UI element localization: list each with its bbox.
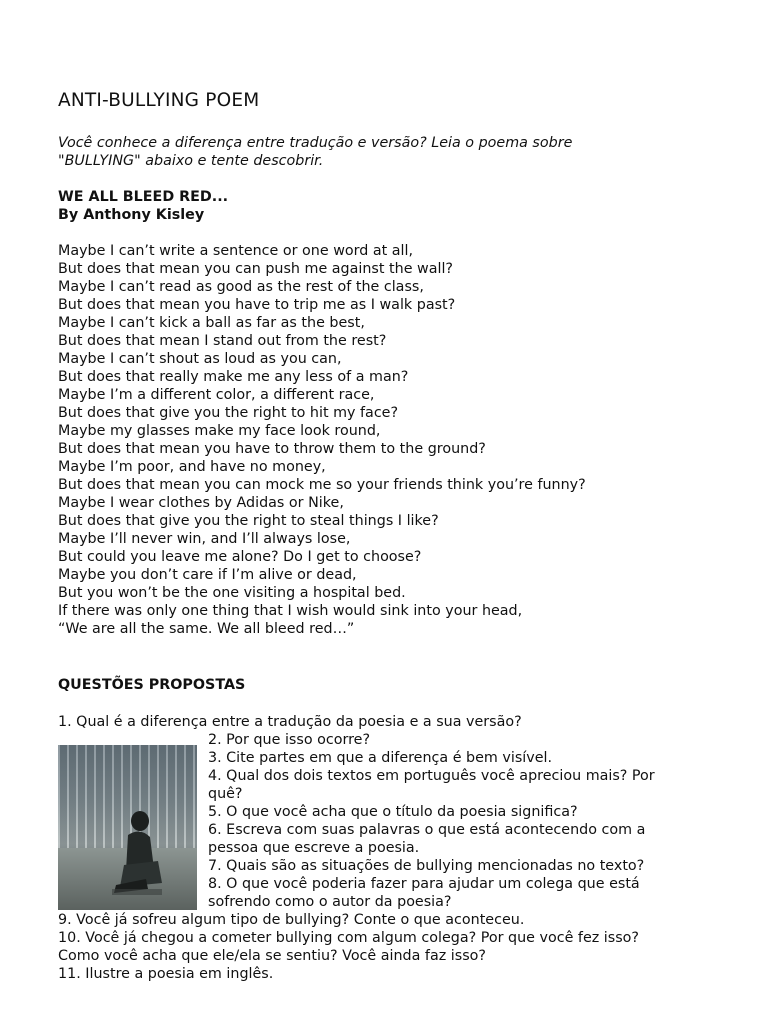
poem-heading — [58, 188, 228, 224]
poem-line: Maybe I’m poor, and have no money, — [58, 459, 326, 475]
poem-line: Maybe I can’t read as good as the rest of the class, — [58, 279, 424, 295]
question-line: 9. Você já sofreu algum tipo de bullying? Conte o que aconteceu. — [58, 912, 525, 928]
poem-line: Maybe I can’t shout as loud as you can, — [58, 351, 342, 367]
poem-line: But does that really make me any less of a man? — [58, 369, 409, 385]
poem-line: But does that mean you have to throw them to the ground? — [58, 441, 486, 457]
question-line: pessoa que escreve a poesia. — [208, 840, 420, 856]
question-line: 6. Escreva com suas palavras o que está acontecendo com a — [208, 822, 646, 838]
poem-line: Maybe I can’t write a sentence or one word at all, — [58, 243, 414, 259]
poem-line: Maybe my glasses make my face look round, — [58, 423, 381, 439]
poem-line: Maybe I can’t kick a ball as far as the best, — [58, 315, 365, 331]
question-line: 8. O que você poderia fazer para ajudar um colega que está — [208, 876, 640, 892]
poem-line: But does that give you the right to hit my face? — [58, 405, 399, 421]
page-title: ANTI-BULLYING POEM — [58, 90, 260, 111]
poem-line: But does that mean you can push me against the wall? — [58, 261, 454, 277]
poem-line: But does that give you the right to steal things I like? — [58, 513, 439, 529]
poem-line: But does that mean you have to trip me as I walk past? — [58, 297, 456, 313]
questions-title: QUESTÕES PROPOSTAS — [58, 677, 246, 693]
poem-line: But could you leave me alone? Do I get to choose? — [58, 549, 422, 565]
question-line: Como você acha que ele/ela se sentiu? Você ainda faz isso? — [58, 948, 486, 964]
question-line: 11. Ilustre a poesia em inglês. — [58, 966, 274, 982]
question-line: 7. Quais são as situações de bullying mencionadas no texto? — [208, 858, 645, 874]
poem-line: “We are all the same. We all bleed red…” — [58, 621, 355, 637]
poem-line: But you won’t be the one visiting a hospital bed. — [58, 585, 406, 601]
questions-list — [58, 713, 698, 983]
poem-line: But does that mean you can mock me so your friends think you’re funny? — [58, 477, 586, 493]
poem-author: By Anthony Kisley — [58, 207, 205, 223]
poem-line: If there was only one thing that I wish would sink into your head, — [58, 603, 523, 619]
poem-line: But does that mean I stand out from the rest? — [58, 333, 387, 349]
intro-line: "BULLYING" abaixo e tente descobrir. — [58, 153, 324, 169]
intro-line: Você conhece a diferença entre tradução e versão? Leia o poema sobre — [58, 135, 573, 151]
poem-line: Maybe I wear clothes by Adidas or Nike, — [58, 495, 344, 511]
question-line: 1. Qual é a diferença entre a tradução da poesia e a sua versão? — [58, 714, 522, 730]
question-line: sofrendo como o autor da poesia? — [208, 894, 452, 910]
intro-text — [58, 134, 698, 170]
poem-line: Maybe you don’t care if I’m alive or dead, — [58, 567, 357, 583]
question-line: 2. Por que isso ocorre? — [208, 732, 371, 748]
question-line: 10. Você já chegou a cometer bullying com algum colega? Por que você fez isso? — [58, 930, 639, 946]
question-line: 5. O que você acha que o título da poesia significa? — [208, 804, 578, 820]
question-line: 3. Cite partes em que a diferença é bem visível. — [208, 750, 553, 766]
poem-line: Maybe I’ll never win, and I’ll always lose, — [58, 531, 351, 547]
poem-line: Maybe I’m a different color, a different race, — [58, 387, 375, 403]
poem-body — [58, 242, 586, 638]
poem-title: WE ALL BLEED RED... — [58, 189, 229, 205]
question-line: quê? — [208, 786, 243, 802]
question-line: 4. Qual dos dois textos em português você apreciou mais? Por — [208, 768, 655, 784]
